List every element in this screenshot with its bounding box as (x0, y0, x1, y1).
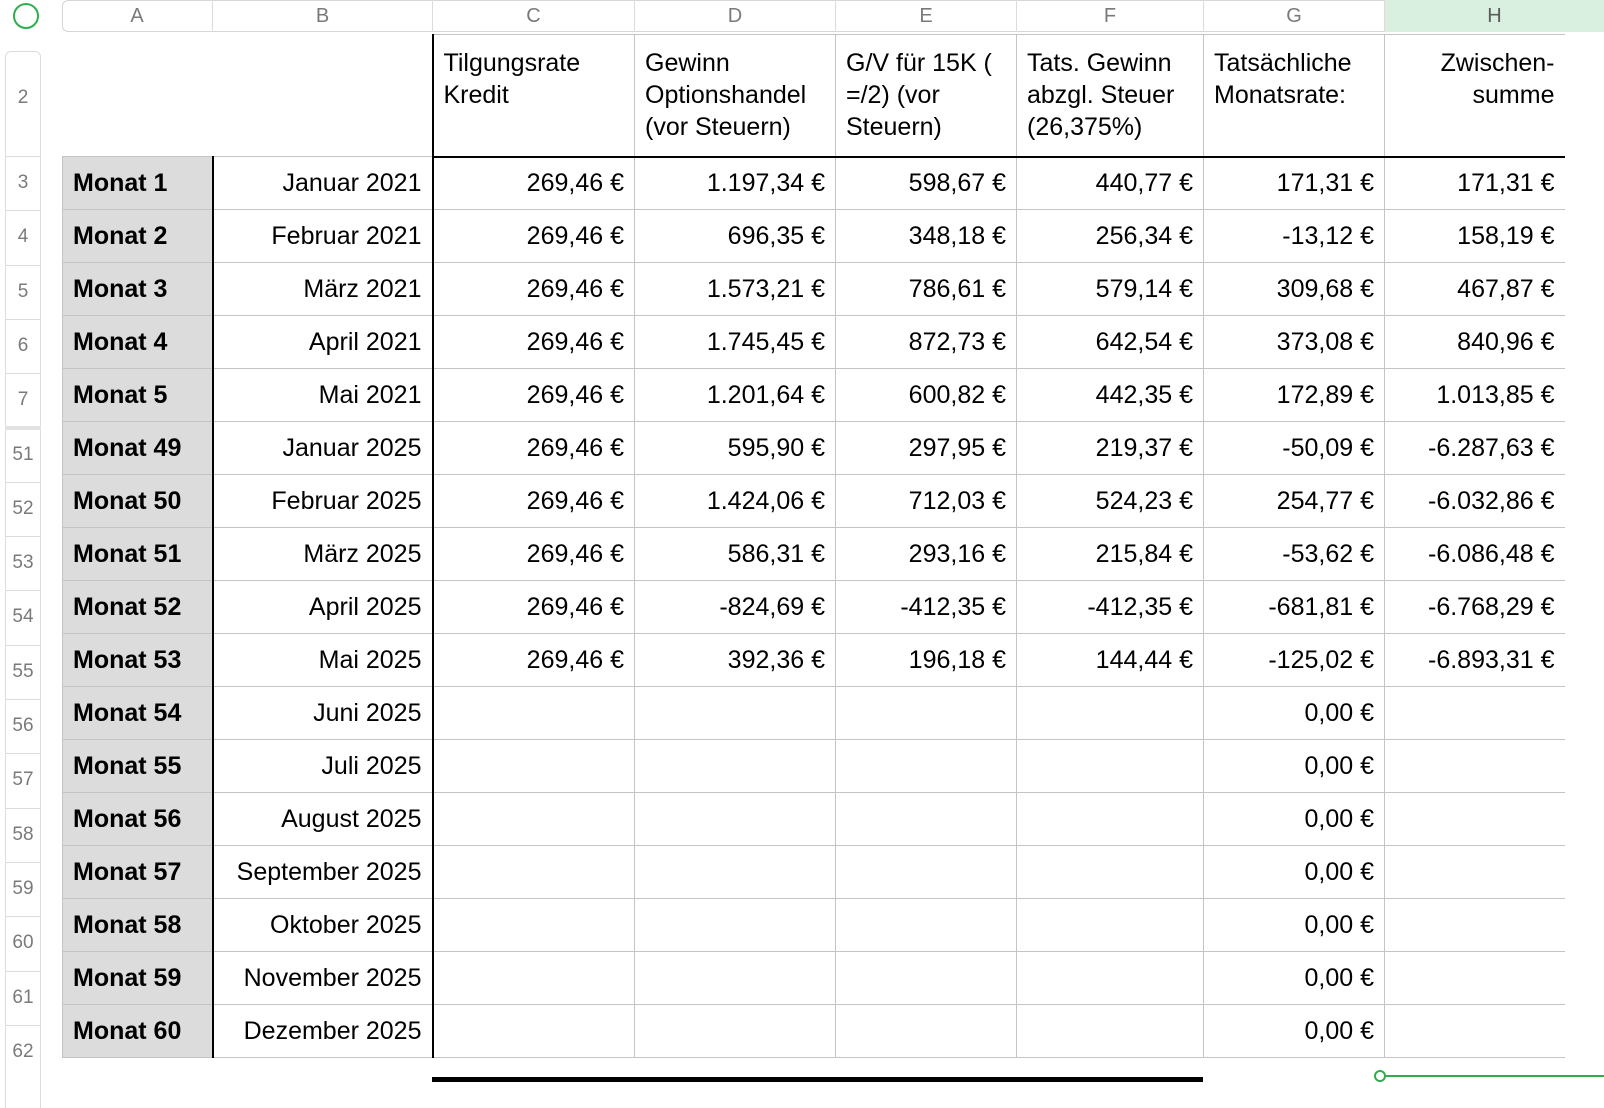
date-cell[interactable]: Dezember 2025 (213, 1005, 433, 1058)
date-cell[interactable]: Oktober 2025 (213, 899, 433, 952)
table-row (63, 740, 1565, 793)
header-cell-b[interactable] (213, 35, 433, 157)
cell-c[interactable]: 269,46 € (433, 263, 635, 316)
cell-g[interactable]: 0,00 € (1204, 846, 1385, 899)
cell-g[interactable]: 171,31 € (1204, 157, 1385, 210)
cell-f[interactable]: 642,54 € (1017, 316, 1204, 369)
cell-h[interactable]: -6.032,86 € (1385, 475, 1565, 528)
row-label-cell[interactable]: Monat 57 (63, 846, 213, 899)
spreadsheet-table (62, 34, 1565, 1058)
cell-d[interactable] (635, 952, 836, 1005)
date-cell[interactable]: April 2021 (213, 316, 433, 369)
cell-h[interactable] (1385, 1005, 1565, 1058)
date-cell[interactable]: Februar 2021 (213, 210, 433, 263)
select-all-circle-icon[interactable] (13, 3, 39, 29)
cell-c[interactable] (433, 793, 635, 846)
row-label-cell[interactable]: Monat 54 (63, 687, 213, 740)
row-number[interactable]: 54 (12, 606, 34, 628)
cell-c[interactable]: 269,46 € (433, 475, 635, 528)
cell-e[interactable]: -412,35 € (836, 581, 1017, 634)
column-header-e[interactable]: E (835, 0, 1016, 32)
header-cell-a[interactable] (63, 35, 213, 157)
cell-d[interactable]: 1.424,06 € (635, 475, 836, 528)
row-label-cell[interactable]: Monat 49 (63, 422, 213, 475)
cell-g[interactable]: -50,09 € (1204, 422, 1385, 475)
cell-h[interactable]: 840,96 € (1385, 316, 1565, 369)
cell-c[interactable] (433, 1005, 635, 1058)
row-label-cell[interactable]: Monat 2 (63, 210, 213, 263)
row-label-cell[interactable]: Monat 58 (63, 899, 213, 952)
row-number[interactable]: 57 (12, 769, 34, 791)
cell-c[interactable] (433, 899, 635, 952)
cell-g[interactable]: 0,00 € (1204, 952, 1385, 1005)
table-row (63, 581, 1565, 634)
row-label-cell[interactable]: Monat 51 (63, 528, 213, 581)
cell-d[interactable]: 586,31 € (635, 528, 836, 581)
row-number[interactable]: 55 (12, 660, 34, 682)
cell-e[interactable]: 600,82 € (836, 369, 1017, 422)
cell-h[interactable]: -6.287,63 € (1385, 422, 1565, 475)
column-header-c[interactable]: C (432, 0, 634, 32)
column-header-f[interactable]: F (1016, 0, 1203, 32)
row-number[interactable]: 61 (12, 986, 34, 1008)
cell-f[interactable]: 579,14 € (1017, 263, 1204, 316)
cell-c[interactable]: 269,46 € (433, 369, 635, 422)
table-row (63, 210, 1565, 263)
row-label-cell[interactable]: Monat 52 (63, 581, 213, 634)
cell-g[interactable]: -681,81 € (1204, 581, 1385, 634)
cell-f[interactable]: 215,84 € (1017, 528, 1204, 581)
cell-c[interactable] (433, 846, 635, 899)
cell-d[interactable] (635, 687, 836, 740)
row-number[interactable]: 2 (17, 87, 29, 108)
row-number[interactable]: 59 (12, 877, 34, 899)
row-label-cell[interactable]: Monat 55 (63, 740, 213, 793)
table-row (63, 1005, 1565, 1058)
row-label-cell[interactable]: Monat 50 (63, 475, 213, 528)
cell-h[interactable]: 1.013,85 € (1385, 369, 1565, 422)
table-row (63, 952, 1565, 1005)
cell-g[interactable]: -53,62 € (1204, 528, 1385, 581)
cell-c[interactable]: 269,46 € (433, 634, 635, 687)
cell-d[interactable]: 1.201,64 € (635, 369, 836, 422)
table-row (63, 528, 1565, 581)
row-label-cell[interactable]: Monat 1 (63, 157, 213, 210)
cell-f[interactable] (1017, 952, 1204, 1005)
column-header-h[interactable]: H (1384, 0, 1604, 32)
selection-handle[interactable] (1374, 1070, 1386, 1082)
cell-h[interactable]: 171,31 € (1385, 157, 1565, 210)
table-row (63, 316, 1565, 369)
row-number[interactable]: 6 (17, 334, 29, 356)
cell-d[interactable]: 1.745,45 € (635, 316, 836, 369)
cell-d[interactable] (635, 846, 836, 899)
row-number[interactable]: 7 (17, 389, 29, 411)
cell-f[interactable] (1017, 740, 1204, 793)
cell-h[interactable] (1385, 899, 1565, 952)
cell-g[interactable]: 0,00 € (1204, 899, 1385, 952)
cell-e[interactable] (836, 1005, 1017, 1058)
header-cell-f[interactable]: Tats. Gewinn abzgl. Steuer (26,375%) (1017, 35, 1204, 157)
row-number[interactable]: 60 (12, 932, 34, 954)
cell-f[interactable] (1017, 846, 1204, 899)
column-header-a[interactable]: A (130, 5, 144, 27)
row-label-cell[interactable]: Monat 4 (63, 316, 213, 369)
date-cell[interactable]: Februar 2025 (213, 475, 433, 528)
cell-c[interactable]: 269,46 € (433, 422, 635, 475)
row-label-cell[interactable]: Monat 53 (63, 634, 213, 687)
header-row (63, 35, 1565, 157)
header-cell-e[interactable]: G/V für 15K ( =/2) (vor Steuern) (836, 35, 1017, 157)
cell-g[interactable]: 254,77 € (1204, 475, 1385, 528)
cell-f[interactable] (1017, 899, 1204, 952)
cell-e[interactable]: 872,73 € (836, 316, 1017, 369)
cell-c[interactable]: 269,46 € (433, 157, 635, 210)
cell-f[interactable] (1017, 687, 1204, 740)
header-cell-c[interactable]: Tilgungsrate Kredit (433, 35, 635, 157)
cell-e[interactable]: 348,18 € (836, 210, 1017, 263)
column-header-b[interactable]: B (212, 0, 432, 32)
date-cell[interactable]: Juli 2025 (213, 740, 433, 793)
column-header-d[interactable]: D (634, 0, 835, 32)
row-number[interactable]: 5 (17, 280, 29, 302)
cell-e[interactable] (836, 899, 1017, 952)
cell-g[interactable]: 373,08 € (1204, 316, 1385, 369)
row-number[interactable]: 58 (12, 823, 34, 845)
cell-d[interactable]: 392,36 € (635, 634, 836, 687)
cell-h[interactable]: -6.893,31 € (1385, 634, 1565, 687)
date-cell[interactable]: November 2025 (213, 952, 433, 1005)
table-row (63, 369, 1565, 422)
header-cell-h[interactable]: Zwischen-summe (1385, 35, 1565, 157)
cell-f[interactable] (1017, 793, 1204, 846)
table-row (63, 634, 1565, 687)
row-label-cell[interactable]: Monat 5 (63, 369, 213, 422)
cell-c[interactable]: 269,46 € (433, 316, 635, 369)
cell-c[interactable] (433, 687, 635, 740)
cell-h[interactable] (1385, 793, 1565, 846)
date-cell[interactable]: September 2025 (213, 846, 433, 899)
date-cell[interactable]: April 2025 (213, 581, 433, 634)
table-row (63, 263, 1565, 316)
date-cell[interactable]: Mai 2021 (213, 369, 433, 422)
table-bottom-border (432, 1077, 1203, 1082)
date-cell[interactable]: Januar 2025 (213, 422, 433, 475)
table-row (63, 422, 1565, 475)
cell-e[interactable]: 598,67 € (836, 157, 1017, 210)
cell-f[interactable]: 219,37 € (1017, 422, 1204, 475)
row-number[interactable]: 4 (17, 226, 29, 248)
row-number[interactable]: 53 (12, 552, 34, 574)
header-cell-g[interactable]: Tatsächliche Monatsrate: (1204, 35, 1385, 157)
cell-f[interactable]: 256,34 € (1017, 210, 1204, 263)
cell-e[interactable]: 293,16 € (836, 528, 1017, 581)
cell-c[interactable]: 269,46 € (433, 210, 635, 263)
table-row (63, 687, 1565, 740)
cell-e[interactable] (836, 793, 1017, 846)
cell-f[interactable]: 440,77 € (1017, 157, 1204, 210)
cell-d[interactable]: 1.197,34 € (635, 157, 836, 210)
row-label-cell[interactable]: Monat 59 (63, 952, 213, 1005)
cell-e[interactable]: 196,18 € (836, 634, 1017, 687)
date-cell[interactable]: März 2021 (213, 263, 433, 316)
cell-h[interactable]: 158,19 € (1385, 210, 1565, 263)
cell-c[interactable] (433, 952, 635, 1005)
cell-h[interactable] (1385, 740, 1565, 793)
row-number[interactable]: 52 (12, 497, 34, 519)
cell-f[interactable] (1017, 1005, 1204, 1058)
header-cell-d[interactable]: Gewinn Optionshandel (vor Steuern) (635, 35, 836, 157)
date-cell[interactable]: Januar 2021 (213, 157, 433, 210)
row-number[interactable]: 3 (17, 172, 29, 193)
cell-h[interactable]: -6.086,48 € (1385, 528, 1565, 581)
row-number[interactable]: 51 (12, 443, 34, 465)
row-label-cell[interactable]: Monat 3 (63, 263, 213, 316)
cell-d[interactable] (635, 793, 836, 846)
cell-g[interactable]: 0,00 € (1204, 1005, 1385, 1058)
date-cell[interactable]: August 2025 (213, 793, 433, 846)
cell-d[interactable] (635, 1005, 836, 1058)
cell-f[interactable]: -412,35 € (1017, 581, 1204, 634)
cell-h[interactable]: -6.768,29 € (1385, 581, 1565, 634)
cell-d[interactable]: -824,69 € (635, 581, 836, 634)
cell-e[interactable]: 297,95 € (836, 422, 1017, 475)
cell-d[interactable]: 696,35 € (635, 210, 836, 263)
selection-edge (1385, 1075, 1604, 1077)
cell-g[interactable]: 309,68 € (1204, 263, 1385, 316)
table-row (63, 793, 1565, 846)
cell-f[interactable]: 524,23 € (1017, 475, 1204, 528)
table-row (63, 846, 1565, 899)
cell-e[interactable] (836, 952, 1017, 1005)
cell-c[interactable]: 269,46 € (433, 528, 635, 581)
cell-g[interactable]: -125,02 € (1204, 634, 1385, 687)
column-header-g[interactable]: G (1203, 0, 1384, 32)
cell-g[interactable]: 172,89 € (1204, 369, 1385, 422)
cell-c[interactable] (433, 740, 635, 793)
cell-g[interactable]: -13,12 € (1204, 210, 1385, 263)
cell-g[interactable]: 0,00 € (1204, 793, 1385, 846)
cell-g[interactable]: 0,00 € (1204, 740, 1385, 793)
date-cell[interactable]: Juni 2025 (213, 687, 433, 740)
cell-e[interactable] (836, 740, 1017, 793)
cell-e[interactable] (836, 687, 1017, 740)
row-label-cell[interactable]: Monat 60 (63, 1005, 213, 1058)
date-cell[interactable]: März 2025 (213, 528, 433, 581)
cell-c[interactable]: 269,46 € (433, 581, 635, 634)
table-row (63, 899, 1565, 952)
row-number[interactable]: 62 (12, 1040, 34, 1062)
cell-h[interactable] (1385, 687, 1565, 740)
cell-f[interactable]: 442,35 € (1017, 369, 1204, 422)
cell-g[interactable]: 0,00 € (1204, 687, 1385, 740)
cell-d[interactable]: 595,90 € (635, 422, 836, 475)
cell-h[interactable]: 467,87 € (1385, 263, 1565, 316)
cell-e[interactable]: 712,03 € (836, 475, 1017, 528)
cell-e[interactable] (836, 846, 1017, 899)
cell-e[interactable]: 786,61 € (836, 263, 1017, 316)
date-cell[interactable]: Mai 2025 (213, 634, 433, 687)
table-row (63, 475, 1565, 528)
cell-d[interactable] (635, 899, 836, 952)
cell-f[interactable]: 144,44 € (1017, 634, 1204, 687)
table-row (63, 157, 1565, 210)
row-number[interactable]: 56 (12, 715, 34, 736)
cell-d[interactable] (635, 740, 836, 793)
cell-h[interactable] (1385, 952, 1565, 1005)
row-label-cell[interactable]: Monat 56 (63, 793, 213, 846)
cell-d[interactable]: 1.573,21 € (635, 263, 836, 316)
cell-h[interactable] (1385, 846, 1565, 899)
